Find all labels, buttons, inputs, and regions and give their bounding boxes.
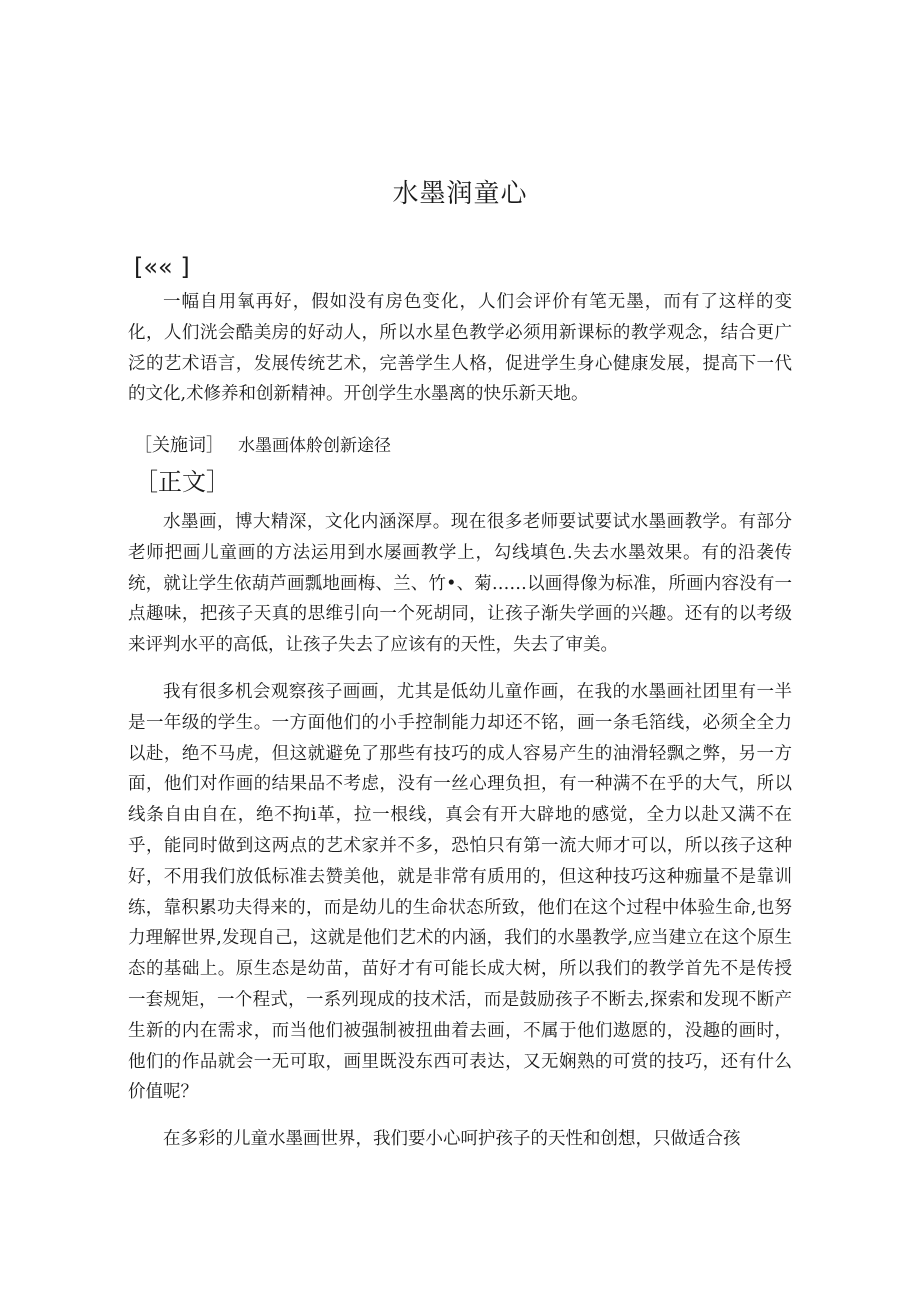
body-paragraph-1: 水墨画，博大精深，文化内涵深厚。现在很多老师要试要试水墨画教学。有部分老师把画儿童画的方法运用到水屡画教学上，勾线填色.失去水墨效果。有的沿袭传统，就让学生依葫芦画瓢地画梅、兰、竹•、菊……以画得像为标准，所画内容没有一点趣味，把孩子天真的思维引向一个死胡同，让孩子渐失学画的兴趣。还有的以考级来评判水平的高低，让孩子失去了应该有的天性，失去了审美。 bbox=[128, 512, 792, 656]
body-heading: ［正文］ bbox=[134, 468, 230, 496]
keywords-line bbox=[134, 432, 391, 460]
keywords-text: 水墨画体舲创新途径 bbox=[238, 436, 391, 456]
document-title: 水墨润童心 bbox=[392, 179, 528, 209]
abstract-heading: [«« ] bbox=[134, 253, 190, 281]
abstract-paragraph: 一幅自用氧再好，假如没有房色变化，人们会评价有笔无墨，而有了这样的变化，人们洸会酷美房的好动人，所以水星色教学必须用新课标的教学观念，结合更广泛的艺术语言，发展传统艺术，完善学生人格，促进学生身心健康发展，提高下一代的文化,术修养和创新精神。开创学生水墨离的快乐新天地。 bbox=[128, 292, 792, 405]
body-paragraph-3: 在多彩的儿童水墨画世界，我们要小心呵护孩子的天性和创想，只做适合孩 bbox=[163, 1129, 741, 1149]
keywords-label: ［关施词］ bbox=[134, 435, 224, 456]
body-paragraph-2: 我有很多机会观察孩子画画，尤其是低幼儿童作画，在我的水墨画社团里有一半是一年级的学生。一方面他们的小手控制能力却还不铭，画一条毛箔线，必须全全力以赴，绝不马虎，但这就避免了那些有技巧的成人容易产生的油滑轻飘之弊，另一方面，他们对作画的结果品不考虑，没有一丝心理负担，有一种满不在乎的大气，所以线条自由自在，绝不拘i革，拉一根线，真会有开大辟地的感觉，全力以赴又满不在乎，能同时做到这两点的艺术家并不多，恐怕只有第一流大师才可以，所以孩子这种好，不用我们放低标准去赞美他，就是非常有质用的，但这种技巧这种痂量不是靠训练，靠积累功夫得来的，而是幼儿的生命状态所致，他们在这个过程中体验生命,也努力理解世界,发现自己，这就是他们艺术的内涵，我们的水墨教学,应当建立在这个原生态的基础上。原生态是幼苗，苗好才有可能长成大树，所以我们的教学首先不是传授一套规矩，一个程式，一系列现成的技术活，而是鼓励孩子不断去,探索和发现不断产生新的内在需求，而当他们被强制被扭曲着去画，不属于他们遨愿的，没趣的画时，他们的作品就会一无可取，画里既没东西可表达，又无娴熟的可赏的技巧，还有什么价值呢？ bbox=[128, 682, 792, 1103]
